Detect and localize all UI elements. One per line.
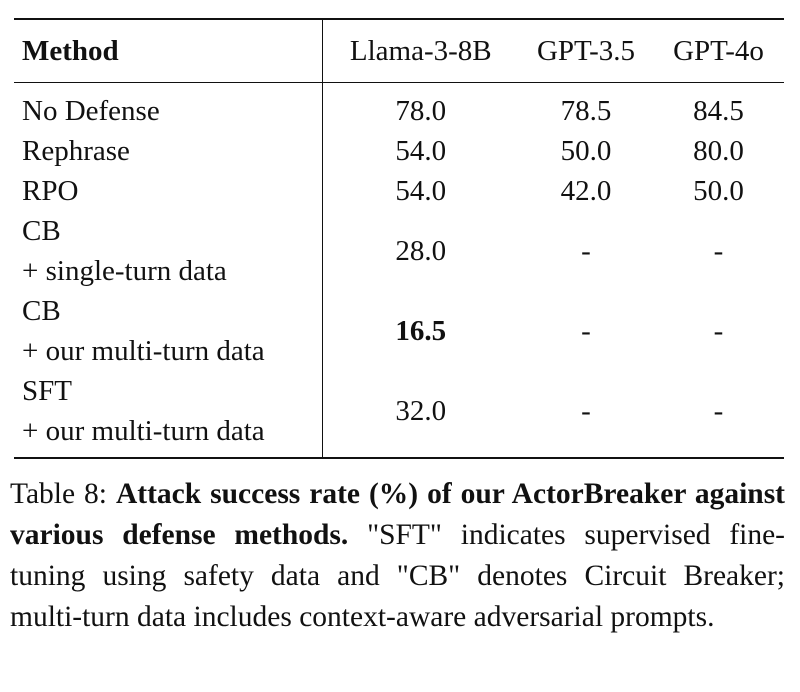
header-llama-3-8b: Llama-3-8B: [349, 34, 492, 67]
method-name: RPO: [22, 175, 79, 207]
value-cell: 50.0: [693, 175, 744, 207]
method-cell: [14, 171, 322, 211]
method-variant: + our multi-turn data: [22, 415, 265, 447]
value-cell: -: [713, 235, 724, 267]
value-cell: 54.0: [395, 135, 447, 167]
method-name: CB: [22, 215, 61, 247]
value-cell: -: [581, 235, 591, 267]
method-cell: [14, 131, 322, 171]
method-cell: [14, 211, 322, 291]
header-method: Method: [14, 19, 322, 83]
value-cell-best: 16.5: [395, 315, 447, 347]
value-cell: -: [713, 395, 724, 427]
table-row: [14, 291, 784, 371]
method-name: CB: [22, 295, 61, 327]
value-cell: 80.0: [693, 135, 744, 167]
value-cell: 54.0: [395, 175, 447, 207]
caption-label: Table 8:: [10, 478, 108, 510]
method-variant: + single-turn data: [22, 255, 227, 287]
table-caption: [10, 474, 785, 638]
table-header-row: [14, 19, 784, 83]
method-cell: [14, 371, 322, 458]
value-cell: 42.0: [560, 175, 612, 207]
method-cell: [14, 291, 322, 371]
results-table-container: [14, 18, 784, 459]
caption-bold-text: Attack success rate (%) of our ActorBreaker against various defense methods.: [10, 478, 786, 551]
value-cell: 84.5: [693, 95, 744, 127]
value-cell: 50.0: [560, 135, 612, 167]
table-row: [14, 171, 784, 211]
header-gpt-3-5: GPT-3.5: [536, 34, 636, 67]
method-cell: [14, 83, 322, 132]
method-variant: + our multi-turn data: [22, 335, 265, 367]
value-cell: -: [713, 315, 724, 347]
value-cell: 78.0: [395, 95, 447, 127]
value-cell: -: [581, 395, 591, 427]
caption-text: "SFT" indicates supervised fine-tuning using safety data and "CB" denotes Circuit Breaker; multi-turn data includes context-aware adversarial prompts.: [10, 519, 786, 633]
value-cell: 32.0: [395, 395, 447, 427]
value-cell: 78.5: [560, 95, 612, 127]
value-cell: -: [581, 315, 591, 347]
method-name: SFT: [22, 375, 72, 407]
table-row: [14, 371, 784, 458]
table-row: [14, 131, 784, 171]
table-row: [14, 83, 784, 132]
table-row: [14, 211, 784, 291]
results-table: [14, 18, 784, 459]
header-gpt-4o: GPT-4o: [673, 34, 764, 67]
value-cell: 28.0: [395, 235, 447, 267]
method-name: Rephrase: [22, 135, 130, 167]
method-name: No Defense: [22, 95, 160, 127]
